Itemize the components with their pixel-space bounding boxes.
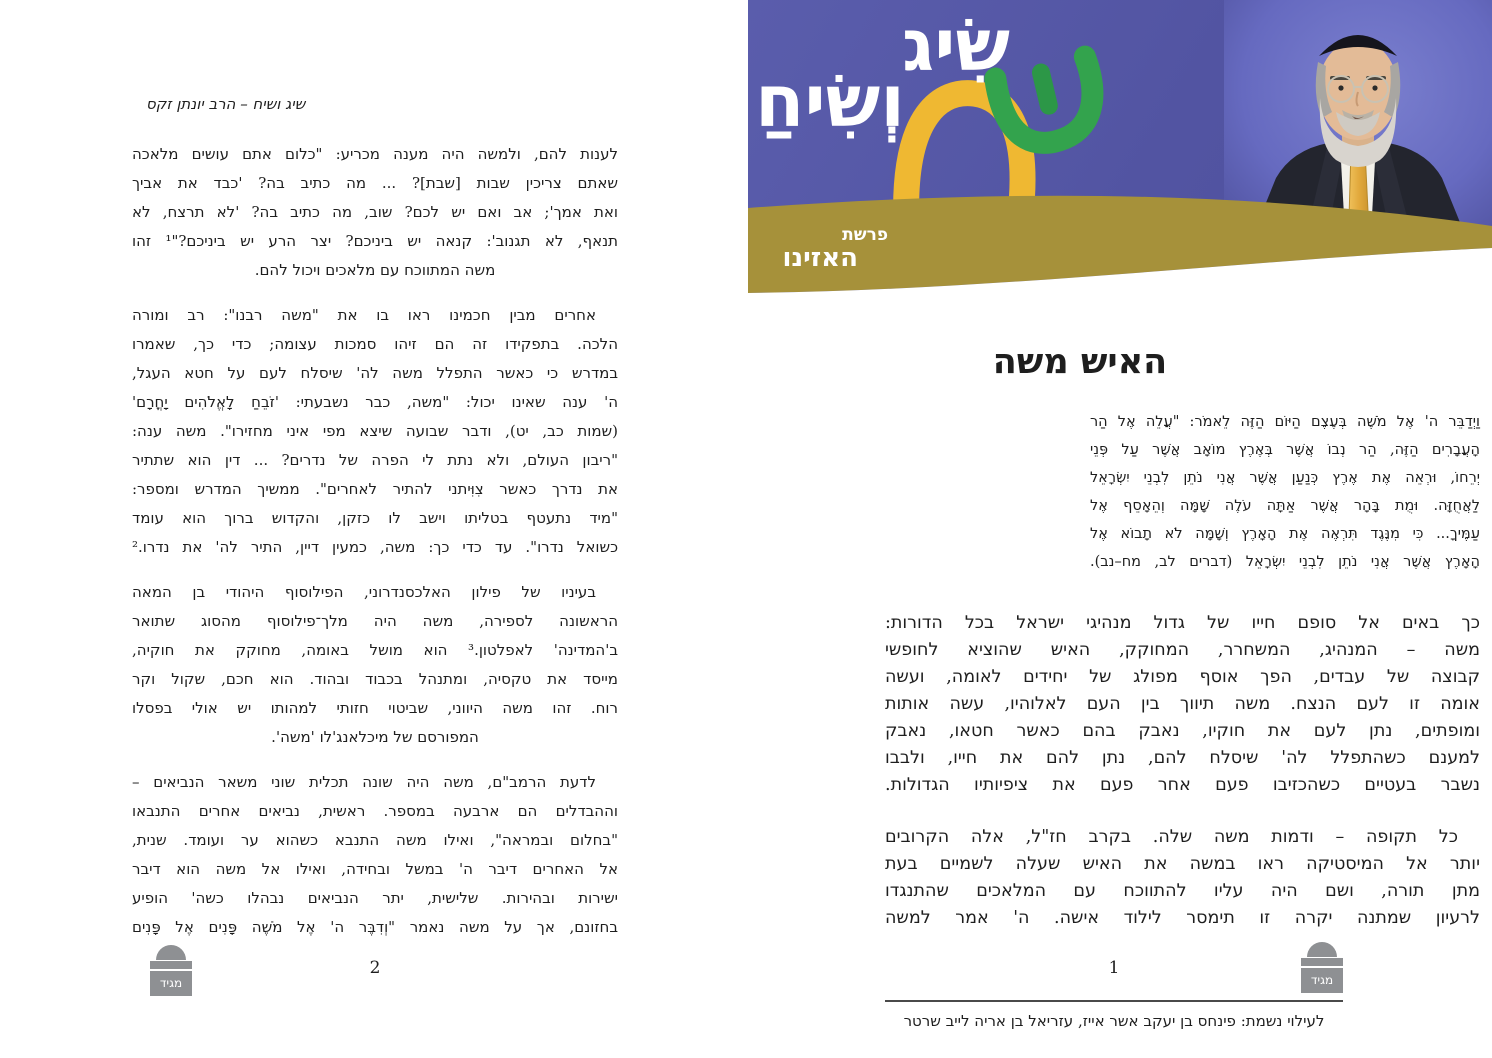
paragraph — [132, 301, 618, 562]
logo-word-vesiach: וְשִׂיחַ — [755, 59, 905, 143]
torah-quote-block — [1090, 408, 1480, 576]
text-line: וההבדלים הם ארבעה במספר. ראשית, נביאים אחרים התנבאו — [132, 802, 618, 820]
text-line: "מיד נתעטף בטליתו וישב לו כזקן, והקדוש ברוך הוא עומד — [132, 509, 618, 527]
page-number-left: 2 — [369, 958, 381, 978]
maggid-dome-icon — [1307, 942, 1337, 957]
text-line: המפורסם של מיכלאנג'לו 'משה'. — [271, 728, 479, 746]
text-line: כשואל נדרו". עד כדי כך: משה, כמעין דיין, התיר לה' את נדרו.² — [132, 538, 618, 556]
text-line: כך באים אל סופם חייו של גדול מנהיגי ישראל בכל הדורות: — [885, 613, 1480, 633]
left-page-body — [132, 140, 618, 958]
text-line: ואת אמך'; אב ואם יש לכם? שוב, מה כתיב בה? 'לא תרצח, לא — [132, 203, 618, 221]
text-line: הָעֲבָרִים הַזֶּה, הַר נְבוֹ אֲשֶׁר בְּאֶרֶץ מוֹאָב אֲשֶׁר עַל פְּנֵי — [1090, 442, 1480, 458]
series-header-banner — [748, 0, 1492, 312]
text-line: מייסד את טקסיה, ומתנהל בכבוד ובהוד. הוא חכם, שקול וקר — [132, 670, 618, 688]
text-line: עַמֶּיךָ... כִּי מִנֶּגֶד תִּרְאֶה אֶת הָאָרֶץ וְשָׁמָּה לֹא תָבוֹא אֶל — [1090, 526, 1480, 542]
text-line: את נדרך כאשר צִוִּיתני להתיר לאחרים". ממשיך המדרש ומספר: — [132, 480, 618, 498]
parasha-label — [764, 226, 888, 272]
text-line: אל האחרים דיבר ה' במשל ובחידה, ואילו אל משה הוא דיבר — [132, 860, 618, 878]
paragraph — [885, 610, 1480, 799]
text-line: וַיְדַבֵּר ה' אֶל מֹשֶׁה בְּעֶצֶם הַיּוֹם הַזֶּה לֵאמֹר: "עֲלֵה אֶל הַר — [1090, 414, 1480, 430]
text-line: נשבר בעטיים כשהכזיבו פעם אחר פעם את ציפיותיו הגדולות. — [885, 775, 1480, 795]
text-line: ב'המדינה' לאפלטון.³ הוא מושל באומה, מחוקק את חוקיה, — [132, 641, 619, 659]
text-line: כל תקופה – ודמות משה שלה. בקרב חז"ל, אלה הקרובים — [885, 827, 1458, 847]
parasha-name: האזינו — [782, 243, 858, 273]
text-line: למענם כשהתפלל לה' שיסלח להם, נתן להם את חייו, ולבבו — [885, 748, 1480, 768]
text-line: בחזונם, אך על משה נאמר "וְדִבֶּר ה' אֶל מֹשֶׁה פָּנִים אֶל פָּנִים — [132, 918, 618, 936]
text-line: ה' ענה שאינו יכול: "משה, כבר נשבעתי: 'זֹבֵחַ לָאֱלֹהִים יָחֳרָם' — [132, 393, 618, 411]
page-number-right: 1 — [1108, 958, 1120, 978]
dedication-line: לעילוי נשמת: פינחס בן יעקב אשר אייז, עזריאל בן אריה לייב שרטר — [903, 1012, 1325, 1030]
paragraph — [132, 578, 618, 752]
paragraph — [132, 768, 618, 942]
text-line: יְרֵחוֹ, וּרְאֵה אֶת אֶרֶץ כְּנַעַן אֲשֶׁר אֲנִי נֹתֵן לִבְנֵי יִשְׂרָאֵל — [1090, 470, 1480, 486]
text-line: תנאף, לא תגנוב': קנאה יש ביניכם? יצר הרע יש ביניכם?"¹ זהו — [132, 232, 618, 250]
text-line: לדעת הרמב"ם, משה היה שונה תכלית שוני משאר הנביאים – — [132, 773, 596, 791]
logo-word-sig: שִׂיג — [902, 3, 1010, 87]
text-line: בעיניו של פילון האלכסנדרוני, הפילוסוף היהודי בן המאה — [132, 583, 596, 601]
text-line: משה המתווכח עם מלאכים ויכול להם. — [254, 261, 496, 279]
text-line: אומה זו לעם הנצח. משה תיווך בין העם לאלוהיו, עשה אותות — [885, 694, 1480, 714]
text-line: יותר אל המיסטיקה ראו במשה את האיש שעלה לשמיים בעת — [885, 854, 1480, 874]
article-title: האיש משה — [992, 341, 1168, 382]
text-line: לענות להם, ולמשה היה מענה מכריע: "כלום אתם עושים מלאכה — [132, 145, 618, 163]
text-line: הלכה. בתפקידו זה הם זיהו סמכות עצומה; כדי כך, שאמרו — [132, 335, 618, 353]
running-header: שיג ושיח – הרב יונתן זקס — [146, 95, 306, 113]
text-line: רוח. זהו משה היווני, שביטוי חזותי למהותו יש אולי בפסלו — [132, 699, 618, 717]
text-line: לרעיון שמתנה יקרה זו תימסר לילוד אישה. ה' אמר למשה — [885, 908, 1480, 928]
text-line: שאתם צריכין שבות [שבת]? ... מה כתיב בה? 'כבד את אביך — [132, 174, 618, 192]
text-line: ומופתים, נתן לעם את חוקיו, נאבק בהם כאשר חטאו, נאבק — [885, 721, 1480, 741]
text-line: אחרים מבין חכמינו ראו בו את "משה רבנו": רב ומורה — [132, 306, 596, 324]
right-page-body — [885, 408, 1480, 957]
footer-divider — [885, 1000, 1343, 1002]
text-line: לַאֲחֻזָּה. וּמֻת בָּהָר אֲשֶׁר אַתָּה עֹלֶה שָׁמָּה וְהֵאָסֵף אֶל — [1090, 498, 1480, 514]
text-line: מתן תורה, ושם היה עליו להתווכח עם המלאכים שהתנגדו — [885, 881, 1480, 901]
maggid-wordmark: מגיד — [1301, 968, 1343, 993]
text-line: הָאָרֶץ אֲשֶׁר אֲנִי נֹתֵן לִבְנֵי יִשְׂרָאֵל (דברים לב, מח–נב). — [1090, 554, 1480, 570]
text-line: ישירות ובהירות. שלישית, יתר הנביאים נבהלו כשה' הופיע — [132, 889, 618, 907]
paragraph — [885, 824, 1480, 932]
text-line: משה – המנהיג, המשחרר, המחוקק, האיש שהוציא לחופשי — [885, 640, 1480, 660]
text-line: (שמות כב, יט), ודבר שבועה שיצא מפי איני מחזירו". משה ענה: — [132, 422, 618, 440]
text-line: "ריבון העולם, ולא נתת לי הפרה של נדרים? ... דין הוא שתתיר — [132, 451, 618, 469]
text-line: הראשונה לספירה, משה היה מלך־פילוסוף מהסוג שתואר — [132, 612, 618, 630]
text-line: במדרש כי כאשר התפלל משה לה' שיסלח לעם על חטא העגל, — [132, 364, 618, 382]
text-line: "בחלום ובמראה", ואילו משה התנבא כשהוא ער ועומד. שנית, — [132, 831, 618, 849]
maggid-wordmark: מגיד — [150, 971, 192, 996]
paragraph — [132, 140, 618, 285]
parasha-word: פרשת — [842, 225, 888, 245]
text-line: קבוצה של עבדים, הפך אוסף מפולג של יחידים לאומה, ועשה — [885, 667, 1480, 687]
